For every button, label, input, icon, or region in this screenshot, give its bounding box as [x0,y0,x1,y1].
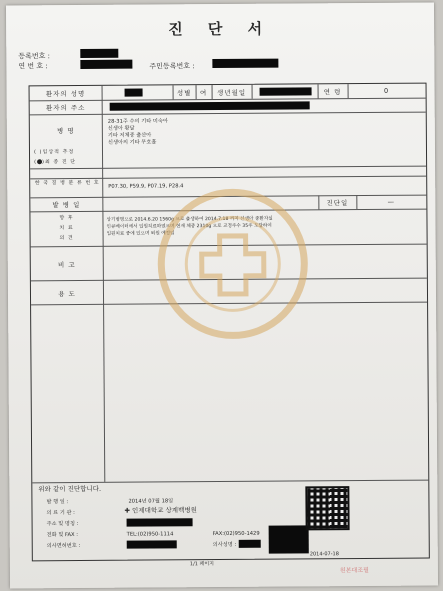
sex-value: 여 [199,89,208,98]
onset-date-label: 발 병 일 [52,200,81,210]
print-date: 2014-07-18 [309,551,339,558]
statement-text: 위와 같이 진단합니다. [38,484,102,494]
redacted-address [110,101,310,110]
redacted-doctor-name [239,540,261,548]
redacted-hospital-address [127,518,193,526]
diagnosis-certificate [6,3,438,589]
institution-value: ✚ 인제대학교 상계백병원 [124,506,197,515]
address-name-label: 주소 및 명칭 : [46,521,79,528]
purpose-label: 용 도 [58,290,76,299]
qr-code [305,486,349,530]
final-diagnosis-label: ( )최 종 진 단 [34,159,77,166]
diagnosis-line: 신생아의 기타 무호흡 [107,139,157,146]
diagnosis-date-value: — [387,197,396,206]
treatment-line: 상기병명으로 2014.6.20 1560g 으로 출생하여 2014.7.18 까지 신생아 중환자실 [106,216,273,223]
fax-value: FAX:(02)950-1429 [212,530,260,538]
issue-date-label: 발 행 일 : [46,499,69,506]
treatment-line: 인큐베이터에서 입원치료하였으며 현재 체중 2310g 으로 교정주수 35주 도달하여 [106,223,272,230]
issue-date-value: 2014년 07월 18일 [128,498,174,505]
address-label: 환자의 주소 [45,103,86,113]
provisional-diagnosis-label: ( )임상적 추정 [33,149,75,156]
diagnosis-date-label: 진단일 [326,199,349,208]
resident-reg-label: 주민등록번호 : [149,62,195,71]
redacted-patient-name [125,89,143,97]
age-label: 연 령 [323,88,342,97]
hospital-logo-icon: ✚ [124,506,130,515]
redacted-serial-no [80,60,132,69]
doctor-name-label: 의사성명 : [212,541,237,549]
sex-label: 성별 [176,89,192,98]
treatment-line: 입원치료 중에 있으며 퇴원 예정임 [106,231,175,237]
diagnosis-line: 기타 저체중 출산아 [107,132,152,139]
institution-label: 의 료 기 관 : [46,510,75,517]
original-copy-stamp: 원본대조필 [339,566,369,575]
diagnosis-line: 28-31주 수의 기타 미숙아 [107,118,168,125]
phone-fax-label: 전화 및 FAX : [46,532,79,539]
redacted-doctor-signature [269,525,309,553]
remarks-label: 비 고 [57,261,76,270]
license-no-label: 의사면허번호 : [46,542,81,550]
kcd-codes: P07.30, P59.9, P07.19, P28.4 [108,183,184,190]
redacted-resident-reg [212,59,278,68]
redacted-birthdate [260,87,312,95]
age-value: 0 [383,86,390,95]
diagnosis-line: 신생아 황달 [107,125,135,132]
kcd-label: 한 국 질 병 분 류 번 호 [34,179,100,187]
tel-value: TEL:(02)950-1114 [126,531,174,538]
treatment-label-1: 향 후 [59,215,74,222]
page-info: 1/1 페이지 [189,561,215,568]
document-title: 진 단 서 [168,19,273,39]
treatment-label-2: 치 료 [59,225,74,232]
checked-mark-icon [37,159,42,164]
seal-cross-icon [164,195,301,332]
treatment-label-3: 의 견 [59,235,74,242]
redacted-license-no [127,540,177,548]
disease-label: 병 명 [57,127,75,136]
serial-no-label: 연 번 호 : [18,62,48,71]
patient-name-label: 환자의 성명 [45,89,86,99]
registration-no-label: 등록번호 : [18,52,50,61]
hospital-seal-watermark [157,188,308,339]
birthdate-label: 생년월일 [216,88,247,98]
redacted-registration-no [80,49,118,58]
